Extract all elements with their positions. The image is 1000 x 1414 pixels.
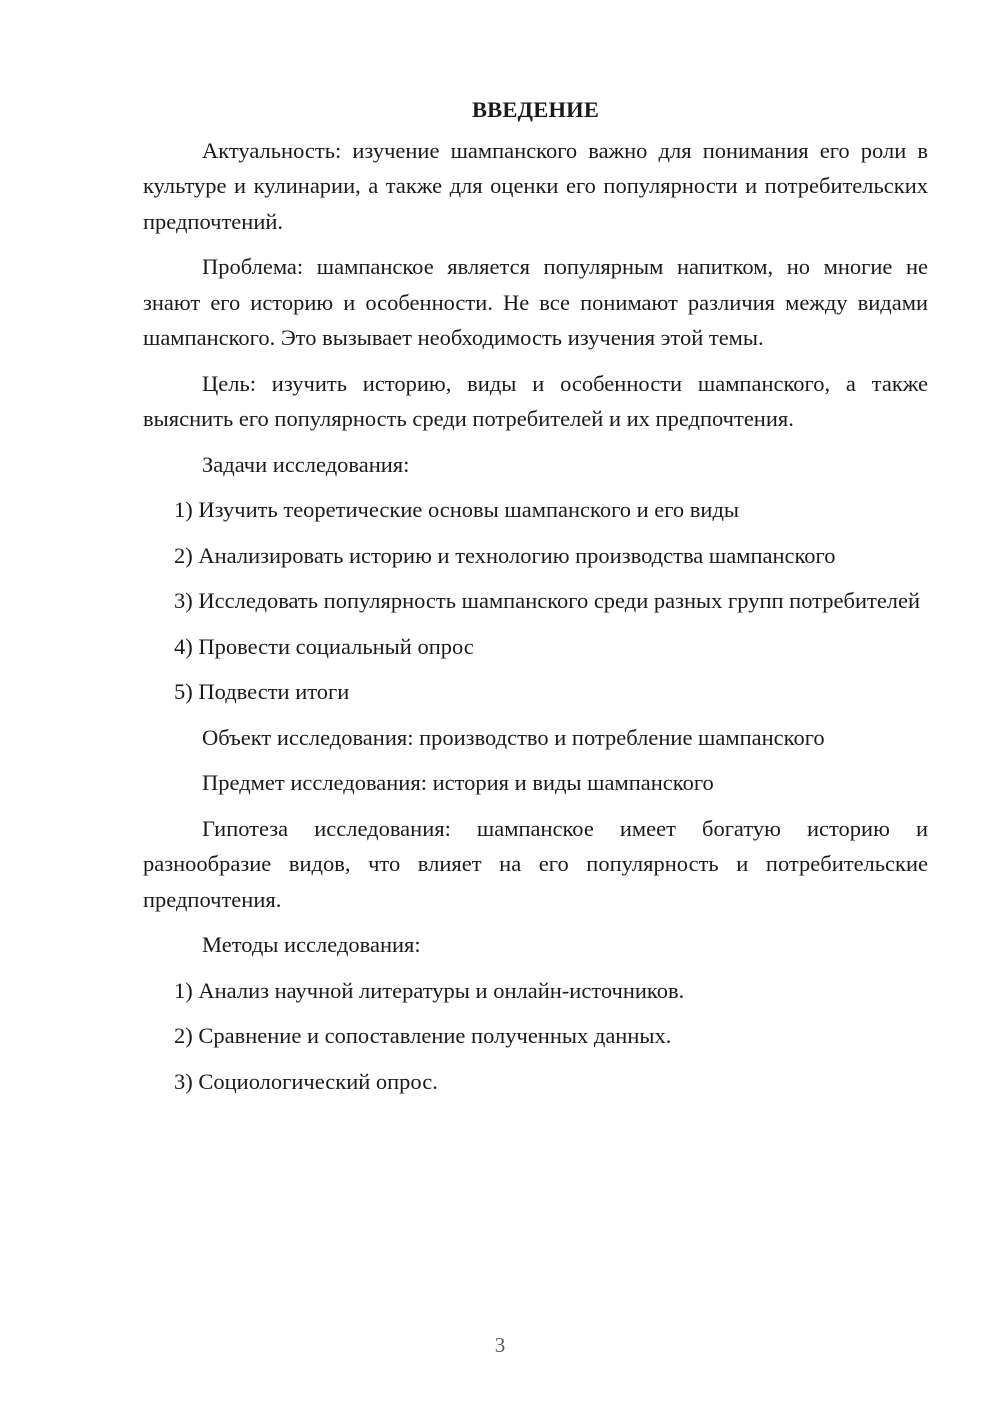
task-item: 1) Изучить теоретические основы шампанского и его виды xyxy=(174,497,740,522)
page-number: 3 xyxy=(494,1333,506,1357)
problem-paragraph: Проблема: шампанское является популярным напитком, но многие не знают его историю и особенности. Не все понимают различия между видами шампанского. Это вызывает необходимость изучения этой темы. xyxy=(143,254,928,350)
relevance-paragraph: Актуальность: изучение шампанского важно для понимания его роли в культуре и кулинарии, а также для оценки его популярности и потребительских предпочтений. xyxy=(143,137,928,234)
subject-paragraph: Предмет исследования: история и виды шампанского xyxy=(202,770,714,795)
task-item: 2) Анализировать историю и технологию производства шампанского xyxy=(174,542,836,568)
method-item: 3) Социологический опрос. xyxy=(174,1068,438,1094)
task-item: 5) Подвести итоги xyxy=(174,679,350,704)
section-title: ВВЕДЕНИЕ xyxy=(471,97,600,122)
method-item: 2) Сравнение и сопоставление полученных данных. xyxy=(174,1023,672,1048)
hypothesis-paragraph: Гипотеза исследования: шампанское имеет богатую историю и разнообразие видов, что влияет на его популярность и потребительские предпочтения. xyxy=(143,815,928,912)
object-paragraph: Объект исследования: производство и потребление шампанского xyxy=(202,724,825,750)
methods-heading: Методы исследования: xyxy=(202,932,421,957)
method-item: 1) Анализ научной литературы и онлайн-источников. xyxy=(174,977,685,1003)
tasks-heading: Задачи исследования: xyxy=(202,451,410,477)
goal-paragraph: Цель: изучить историю, виды и особенности шампанского, а также выяснить его популярность среди потребителей и их предпочтения. xyxy=(143,370,928,431)
task-item: 3) Исследовать популярность шампанского среди разных групп потребителей xyxy=(174,588,921,613)
document-body xyxy=(143,92,928,1109)
task-item: 4) Провести социальный опрос xyxy=(174,633,474,659)
